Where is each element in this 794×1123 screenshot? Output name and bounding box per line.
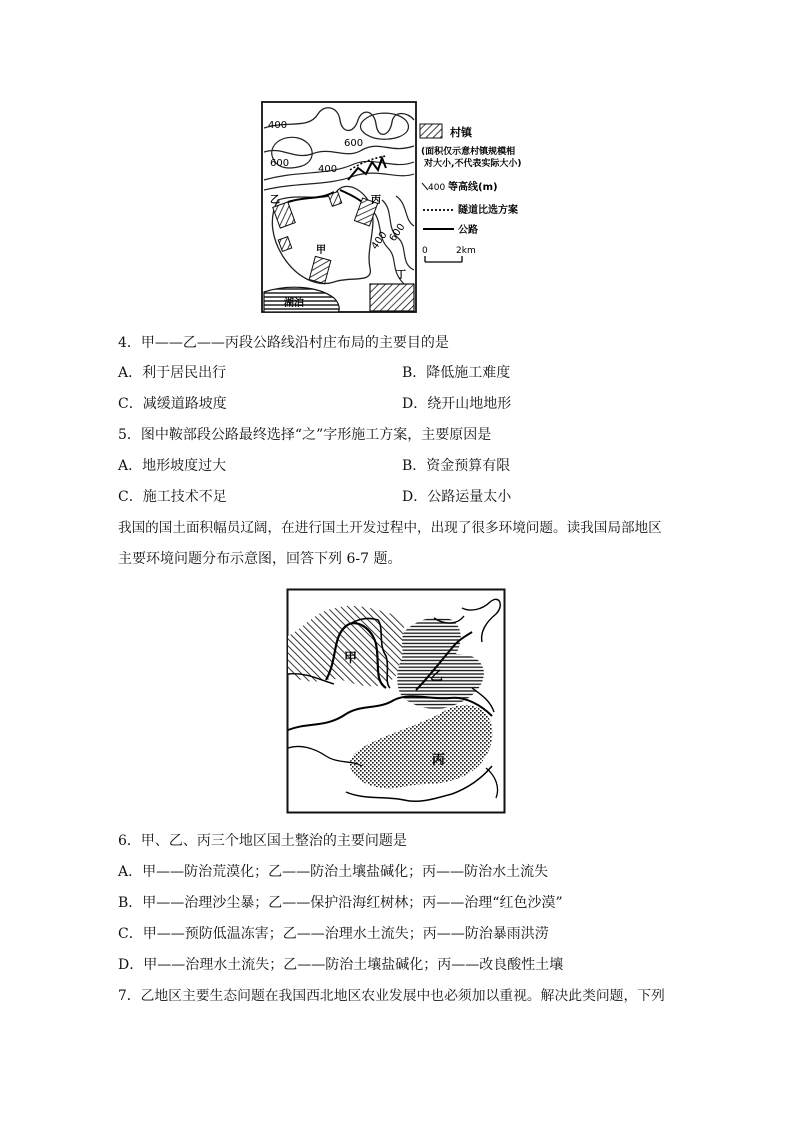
place-label-ding: 丁 xyxy=(396,270,406,281)
legend-contour-label: 等高线(m) xyxy=(448,182,498,193)
question-4-option-a: A．利于居民出行 xyxy=(118,365,227,381)
place-label-jia: 甲 xyxy=(316,245,326,256)
question-6-option-b: B．甲——治理沙尘暴；乙——保护沿海红树林；丙——治理“红色沙漠” xyxy=(118,895,563,911)
question-4-option-c: C．减缓道路坡度 xyxy=(118,396,227,412)
contour-map-figure xyxy=(258,100,538,315)
question-5-option-c: C．施工技术不足 xyxy=(118,489,227,505)
question-7-stem: 7．乙地区主要生态问题在我国西北地区农业发展中也必须加以重视。解决此类问题，下列 xyxy=(118,988,665,1004)
scale-start: 0 xyxy=(422,246,428,256)
intro-paragraph-line-1: 我国的国土面积幅员辽阔，在进行国土开发过程中，出现了很多环境问题。读我国局部地区 xyxy=(118,520,662,536)
question-5-option-d: D．公路运量太小 xyxy=(402,489,512,505)
environment-map-figure xyxy=(286,588,506,814)
question-6-option-c: C．甲——预防低温冻害；乙——治理水土流失；丙——防治暴雨洪涝 xyxy=(118,926,549,942)
question-6-option-d: D．甲——治理水土流失；乙——防治土壤盐碱化；丙——改良酸性土壤 xyxy=(118,957,564,973)
legend-note-line1: (面积仅示意村镇规模相 xyxy=(421,147,516,157)
contour-label: 600 xyxy=(387,221,408,244)
contour-label: 400 xyxy=(318,164,338,175)
question-6-option-a: A．甲——防治荒漠化；乙——防治土壤盐碱化；丙——防治水土流失 xyxy=(118,864,549,880)
region-label-yi: 乙 xyxy=(430,669,444,684)
legend-contour-value: 400 xyxy=(428,183,446,193)
legend-note-line2: 对大小,不代表实际大小) xyxy=(424,159,522,169)
question-5-option-a: A．地形坡度过大 xyxy=(118,458,227,474)
contour-label: 600 xyxy=(270,158,290,169)
place-label-bing: 丙 xyxy=(371,195,381,206)
question-5-option-b: B．资金预算有限 xyxy=(402,458,511,474)
contour-label: 400 xyxy=(268,120,288,131)
scale-end: 2km xyxy=(456,246,476,256)
question-4-option-d: D．绕开山地地形 xyxy=(402,396,512,412)
question-4-stem: 4．甲——乙——丙段公路线沿村庄布局的主要目的是 xyxy=(118,335,449,351)
region-label-jia: 甲 xyxy=(344,651,358,666)
place-label-lake: 湖泊 xyxy=(284,298,304,309)
region-label-bing: 丙 xyxy=(432,753,446,768)
place-label-yi: 乙 xyxy=(270,195,280,206)
question-6-stem: 6．甲、乙、丙三个地区国土整治的主要问题是 xyxy=(118,833,407,849)
contour-label: 600 xyxy=(344,138,364,149)
legend-tunnel-label: 隧道比选方案 xyxy=(458,205,518,216)
legend-road-label: 公路 xyxy=(458,225,478,236)
question-5-stem: 5．图中鞍部段公路最终选择“之”字形施工方案，主要原因是 xyxy=(118,427,492,443)
question-4-option-b: B．降低施工难度 xyxy=(402,365,511,381)
intro-paragraph-line-2: 主要环境问题分布示意图，回答下列 6-7 题。 xyxy=(118,551,402,567)
legend-village-label: 村镇 xyxy=(450,126,472,139)
contour-label: 400 xyxy=(369,229,390,252)
